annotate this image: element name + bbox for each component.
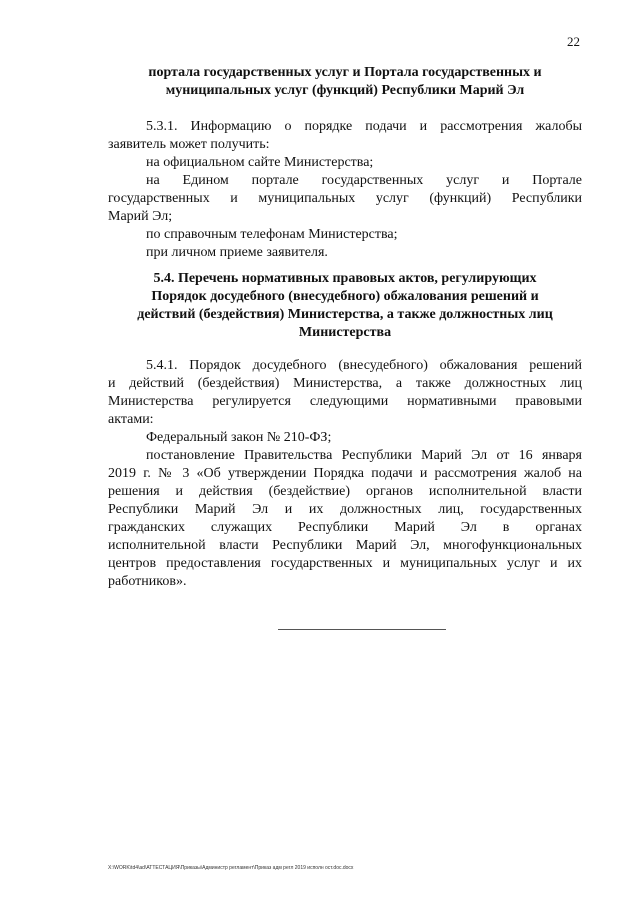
paragraph-line: 5.4.1. Порядок досудебного (внесудебного) обжалования решений [146,358,582,373]
list-item-continued: центров предоставления государственных и муниципальных услуг и их [108,556,582,571]
page-number: 22 [567,34,580,49]
list-item: на Едином портале государственных услуг и Портале [146,173,582,188]
list-item-continued: государственных и муниципальных услуг (функций) Республики [108,191,582,206]
list-item: при личном приеме заявителя. [146,245,328,260]
paragraph-line: заявитель может получить: [108,137,270,152]
list-item-continued: Марий Эл; [108,209,173,224]
paragraph-line: актами: [108,412,154,427]
list-item: Федеральный закон № 210-ФЗ; [146,430,332,445]
paragraph-5-4-1 [108,357,582,591]
heading-line: портала государственных услуг и Портала государственных и [148,65,542,80]
list-item: по справочным телефонам Министерства; [146,227,398,242]
list-item: постановление Правительства Республики Марий Эл от 16 января [146,448,582,463]
list-item-continued: решения и действия (бездействие) органов исполнительной власти [108,484,582,499]
heading-line: 5.4. Перечень нормативных правовых актов, регулирующих [153,271,537,286]
heading-line: действий (бездействия) Министерства, а также должностных лиц [137,307,553,322]
list-item-continued: 2019 г. № 3 «Об утверждении Порядка подачи и рассмотрения жалоб на [108,466,582,481]
section-heading-5-4 [108,270,582,342]
heading-line: муниципальных услуг (функций) Республики Марий Эл [165,83,525,98]
section-end-separator [278,629,446,630]
paragraph-line: Министерства регулируется следующими нормативными правовыми [108,394,582,409]
paragraph-line: и действий (бездействия) Министерства, а также должностных лиц [108,376,582,391]
heading-line: Министерства [298,325,392,340]
section-heading-complaints-portal [108,64,582,100]
paragraph-line: 5.3.1. Информацию о порядке подачи и рассмотрения жалобы [146,119,582,134]
list-item-continued: работников». [108,574,187,589]
footer-file-path: X:\WORK\td4\ad\АТТЕСТАЦИЯ\Приказы\Администр регламент\Приказ адм регл 2019 исполн ост.doc.docx [108,865,354,871]
list-item-continued: исполнительной власти Республики Марий Эл, многофункциональных [108,538,582,553]
paragraph-5-3-1 [108,118,582,262]
list-item: на официальном сайте Министерства; [146,155,374,170]
list-item-continued: гражданских служащих Республики Марий Эл в органах [108,520,582,535]
list-item-continued: Республики Марий Эл и их должностных лиц, государственных [108,502,582,517]
heading-line: Порядок досудебного (внесудебного) обжалования решений и [151,289,539,304]
